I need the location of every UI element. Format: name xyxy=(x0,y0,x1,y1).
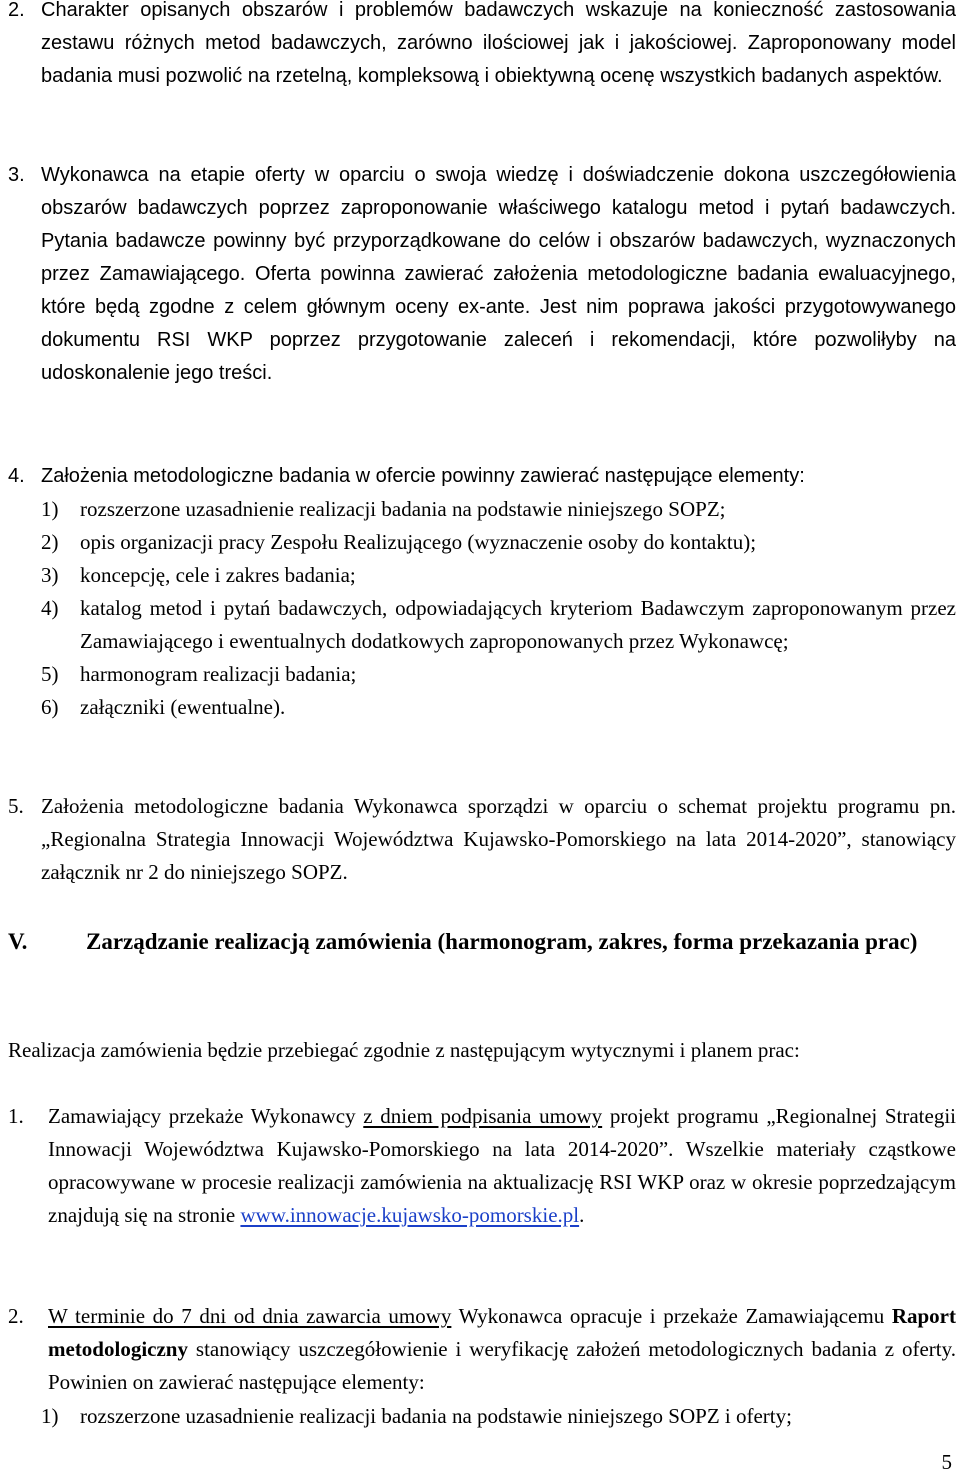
list-item: 1) rozszerzone uzasadnienie realizacji badania na podstawie niniejszego SOPZ; xyxy=(41,497,726,521)
item-number: 5. xyxy=(8,794,24,818)
paragraph-item-5 xyxy=(8,790,956,889)
item-number: 3. xyxy=(8,164,25,186)
paragraph-text: Zamawiający przekaże Wykonawcy z dniem podpisania umowy projekt programu „Regionalnej Strategii Innowacji Województwa Kujawsko-Pomorskiego na lata 2014-2020”. Wszelkie materiały cząstkowe opracowywane w procesie realizacji zamówienia na aktualizację RSI WKP oraz w okresie poprzedzającym znajdują się na stronie www.innowacje.kujawsko-pomorskie.pl. xyxy=(48,1104,957,1227)
website-link[interactable]: www.innowacje.kujawsko-pomorskie.pl xyxy=(240,1203,580,1227)
paragraph-item-3 xyxy=(8,159,956,390)
paragraph-text: Charakter opisanych obszarów i problemów badawczych wskazuje na konieczność zastosowania zestawu różnych metod badawczych, zarówno ilościowej jak i jakościowej. Zaproponowany model badania musi pozwolić na rzetelną, kompleksową i obiektywną ocenę wszystkich badanych aspektów. xyxy=(41,0,956,87)
list-item: 6) załączniki (ewentualne). xyxy=(41,695,286,719)
intro-line: Realizacja zamówienia będzie przebiegać zgodnie z następującym wytycznymi i planem prac: xyxy=(8,1038,800,1062)
paragraph-text: Wykonawca na etapie oferty w oparciu o swoja wiedzę i doświadczenie dokona uszczegółowienia obszarów badawczych poprzez zaproponowanie właściwego katalogu metod i pytań badawczych. Pytania badawcze powinny być przyporządkowane do celów i obszarów badawczych, wyznaczonych przez Zamawiającego. Oferta powinna zawierać założenia metodologiczne badania ewaluacyjnego, które będą zgodne z celem głównym oceny ex-ante. Jest nim poprawa jakości przygotowywanego dokumentu RSI WKP poprzez przygotowanie zaleceń i rekomendacji, które pozwoliłyby na udoskonalenie jego treści. xyxy=(41,164,956,384)
section-title: Zarządzanie realizacją zamówienia (harmonogram, zakres, forma przekazania prac) xyxy=(86,929,918,954)
paragraph-text: Założenia metodologiczne badania Wykonawca sporządzi w oparciu o schemat projektu programu pn. „Regionalna Strategia Innowacji Województwa Kujawsko-Pomorskiego na lata 2014-2020”, stanowiący załącznik nr 2 do niniejszego SOPZ. xyxy=(41,794,956,884)
item-2-list xyxy=(41,1400,956,1433)
section-number: V. xyxy=(8,929,28,954)
item-number: 1. xyxy=(8,1104,24,1128)
list-item: 4) katalog metod i pytań badawczych, odpowiadających kryteriom Badawczym zaproponowanym przez Zamawiającego i ewentualnych dodatkowych zaproponowanych przez Wykonawcę; xyxy=(41,596,956,653)
paragraph-item-4 xyxy=(8,460,956,493)
list-item: 5) harmonogram realizacji badania; xyxy=(41,662,357,686)
plan-item-2 xyxy=(8,1300,956,1399)
item-number: 2. xyxy=(8,1304,24,1328)
item-4-list xyxy=(41,493,956,724)
list-item: 1) rozszerzone uzasadnienie realizacji badania na podstawie niniejszego SOPZ i oferty; xyxy=(41,1404,792,1428)
paragraph-item-2 xyxy=(8,0,956,93)
page-number: 5 xyxy=(941,1450,952,1474)
paragraph-text: Założenia metodologiczne badania w ofercie powinny zawierać następujące elementy: xyxy=(41,465,805,487)
section-heading xyxy=(8,924,956,960)
paragraph-text: W terminie do 7 dni od dnia zawarcia umowy Wykonawca opracuje i przekaże Zamawiającemu Raport metodologiczny stanowiący uszczegółowienie i weryfikację założeń metodologicznych badania z oferty. Powinien on zawierać następujące elementy: xyxy=(48,1304,956,1394)
item-number: 4. xyxy=(8,465,25,487)
list-item: 2) opis organizacji pracy Zespołu Realizującego (wyznaczenie osoby do kontaktu); xyxy=(41,530,757,554)
list-item: 3) koncepcję, cele i zakres badania; xyxy=(41,563,356,587)
plan-item-1 xyxy=(8,1100,956,1232)
item-number: 2. xyxy=(8,0,25,21)
